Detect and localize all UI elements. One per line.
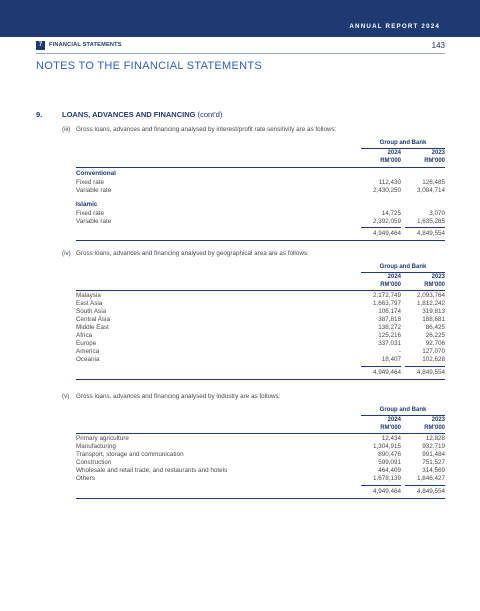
subtotal-rule [405, 227, 445, 228]
table-iv-heading: Gross loans, advances and financing analysed by geographical area are as follows: [76, 250, 309, 257]
column-2024-year: 2024 [387, 274, 401, 280]
row-label: Malaysia [76, 292, 101, 299]
total-2024: 4,949,464 [372, 369, 401, 376]
value-2023: 1,635,285 [416, 218, 445, 225]
table-iv-number: (iv) [62, 250, 71, 257]
header-divider [36, 53, 445, 54]
header-band [0, 0, 480, 37]
note-title-text: LOANS, ADVANCES AND FINANCING [62, 110, 196, 119]
subtotal-rule [405, 366, 445, 367]
table-v-heading: Gross loans, advances and financing analysed by industry are as follows: [76, 393, 281, 400]
value-2023: 102,628 [422, 356, 445, 363]
value-2023: 188,681 [422, 316, 445, 323]
value-2023: 3,084,714 [416, 187, 445, 194]
table-row [76, 186, 445, 195]
row-label: Africa [76, 332, 93, 339]
value-2024: 599,091 [378, 459, 401, 466]
group-label-conventional: Conventional [76, 170, 116, 177]
table-bottom-rule [76, 240, 445, 241]
row-label: Variable rate [76, 218, 112, 225]
value-2024: 125,216 [378, 332, 401, 339]
value-2023: 991,484 [422, 451, 445, 458]
value-2024: 2,430,250 [372, 187, 401, 194]
row-label: Manufacturing [76, 443, 116, 450]
note-continued: (cont'd) [197, 110, 223, 119]
table-row [76, 355, 445, 364]
value-2024: 18,407 [381, 356, 401, 363]
value-2023: 126,485 [422, 179, 445, 186]
note-number: 9. [36, 110, 43, 119]
column-2023-unit: RM'000 [424, 282, 445, 288]
value-2024: 1,663,797 [372, 300, 401, 307]
table-industry [76, 407, 445, 509]
note-title [62, 110, 222, 119]
value-2024: 12,434 [381, 435, 401, 442]
total-2023: 4,849,554 [416, 230, 445, 237]
value-2023: 932,719 [422, 443, 445, 450]
row-label: Fixed rate [76, 179, 104, 186]
value-2023: 127,070 [422, 348, 445, 355]
page-number: 143 [431, 41, 445, 50]
value-2024: 14,725 [381, 210, 401, 217]
value-2024: 1,678,139 [372, 475, 401, 482]
row-label: Variable rate [76, 187, 112, 194]
total-row [76, 229, 445, 238]
value-2024: 337,031 [378, 340, 401, 347]
value-2024: 890,476 [378, 451, 401, 458]
value-2023: 86,425 [425, 324, 445, 331]
value-2023: 1,846,427 [416, 475, 445, 482]
row-label: Primary agriculture [76, 435, 129, 442]
column-2023-year: 2023 [431, 150, 445, 156]
total-2024: 4,949,464 [372, 488, 401, 495]
value-2023: 1,812,242 [416, 300, 445, 307]
subtotal-rule [361, 485, 401, 486]
group-label-islamic: Islamic [76, 201, 98, 208]
total-2023: 4,849,554 [416, 369, 445, 376]
section-header [36, 41, 445, 51]
table-header-rule [76, 167, 445, 168]
value-2023: 751,527 [422, 459, 445, 466]
column-2023-unit: RM'000 [424, 158, 445, 164]
column-2023-unit: RM'000 [424, 425, 445, 431]
row-label: Middle East [76, 324, 109, 331]
column-2024-unit: RM'000 [380, 282, 401, 288]
column-2024-unit: RM'000 [380, 158, 401, 164]
column-group-label: Group and Bank [379, 140, 427, 146]
value-2024: 387,818 [378, 316, 401, 323]
table-interest-rate [76, 140, 445, 242]
total-row [76, 368, 445, 377]
table-v-number: (v) [62, 393, 70, 400]
row-label: Transport, storage and communication [76, 451, 184, 458]
row-label: Construction [76, 459, 112, 466]
column-2024-year: 2024 [387, 150, 401, 156]
value-2024: - [398, 348, 401, 355]
row-label: Fixed rate [76, 210, 104, 217]
value-2024: 464,409 [378, 467, 401, 474]
value-2023: 92,706 [425, 340, 445, 347]
section-number-badge: 7 [36, 41, 45, 50]
total-2024: 4,949,464 [372, 230, 401, 237]
total-row [76, 487, 445, 496]
value-2023: 319,813 [422, 308, 445, 315]
row-label: Wholesale and retail trade, and restaurants and hotels [76, 467, 228, 474]
column-2024-unit: RM'000 [380, 425, 401, 431]
page-title: NOTES TO THE FINANCIAL STATEMENTS [36, 60, 263, 72]
subtotal-rule [361, 366, 401, 367]
value-2024: 138,272 [378, 324, 401, 331]
table-row [76, 474, 445, 483]
column-2023-year: 2023 [431, 417, 445, 423]
row-label: Central Asia [76, 316, 110, 323]
row-label: America [76, 348, 100, 355]
table-bottom-rule [76, 379, 445, 380]
subtotal-rule [405, 485, 445, 486]
total-2023: 4,849,554 [416, 488, 445, 495]
table-iii-number: (iii) [62, 126, 71, 133]
value-2024: 106,174 [378, 308, 401, 315]
row-label: Europe [76, 340, 97, 347]
column-group-label: Group and Bank [379, 264, 427, 270]
row-label: East Asia [76, 300, 103, 307]
column-2024-year: 2024 [387, 417, 401, 423]
row-label: Oceania [76, 356, 100, 363]
value-2024: 112,430 [378, 179, 401, 186]
column-group-label: Group and Bank [379, 407, 427, 413]
value-2023: 12,828 [425, 435, 445, 442]
report-title: ANNUAL REPORT 2024 [349, 23, 440, 30]
section-label: FINANCIAL STATEMENTS [49, 42, 122, 48]
row-label: South Asia [76, 308, 107, 315]
value-2023: 26,225 [425, 332, 445, 339]
table-bottom-rule [76, 498, 445, 499]
table-geographical [76, 264, 445, 384]
value-2023: 314,569 [422, 467, 445, 474]
column-2023-year: 2023 [431, 274, 445, 280]
value-2024: 2,172,749 [372, 292, 401, 299]
table-row [76, 217, 445, 226]
subtotal-rule [361, 227, 401, 228]
value-2024: 2,392,059 [372, 218, 401, 225]
value-2023: 2,093,764 [416, 292, 445, 299]
value-2024: 1,304,915 [372, 443, 401, 450]
value-2023: 3,070 [429, 210, 445, 217]
table-iii-heading: Gross loans, advances and financing analysed by interest/profit rate sensitivity are as follows: [76, 126, 337, 133]
row-label: Others [76, 475, 95, 482]
